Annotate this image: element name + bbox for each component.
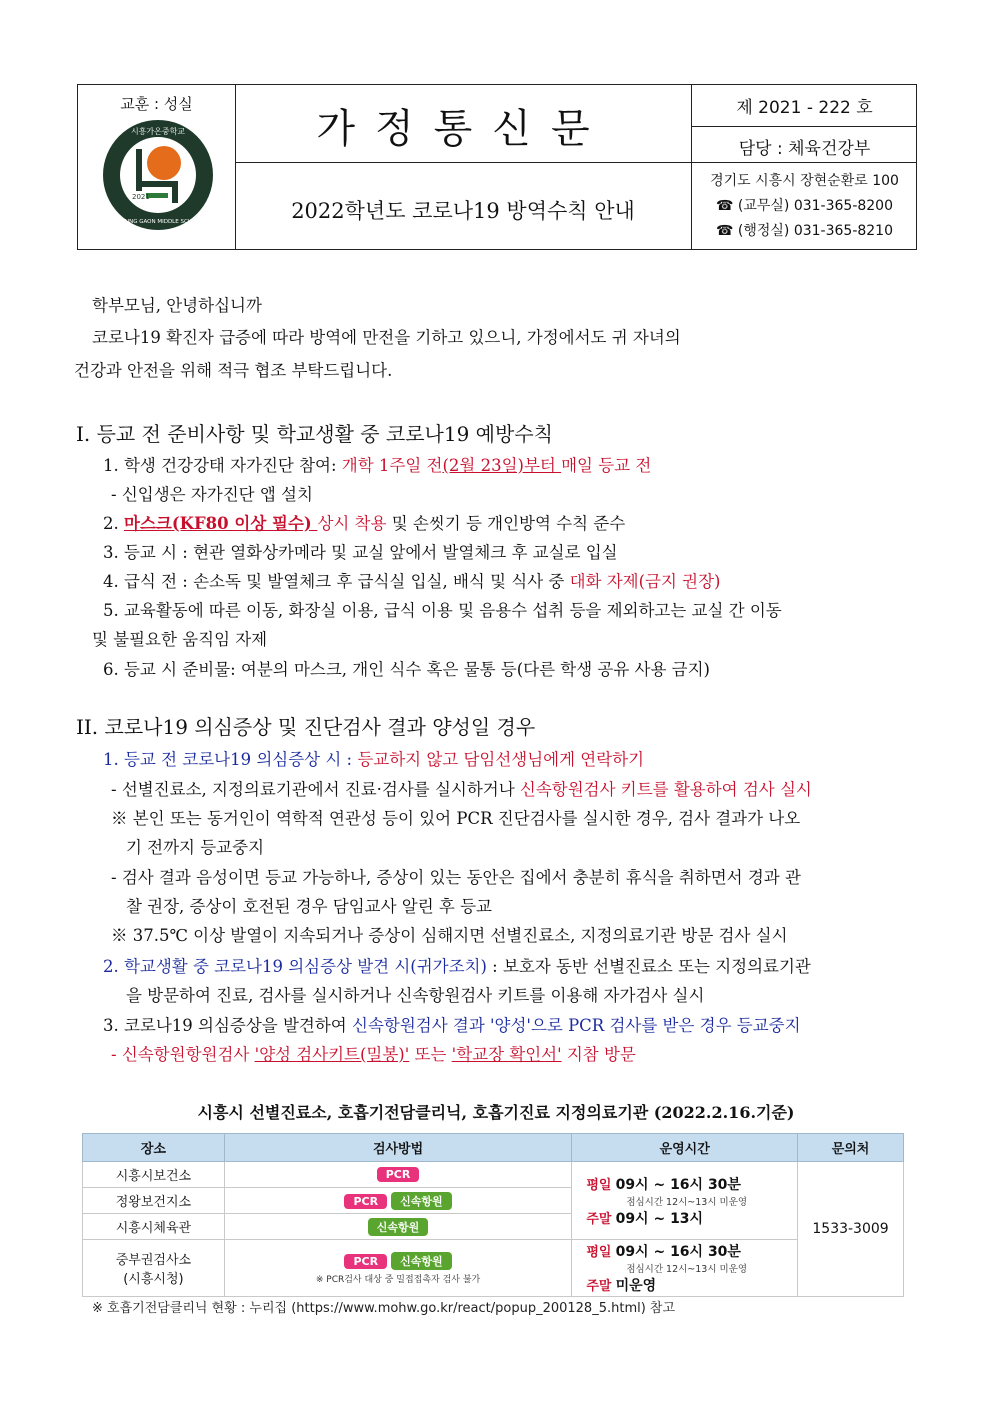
s2-sub-2-line-1: - 검사 결과 음성이면 등교 가능하나, 증상이 있는 동안은 집에서 충분히 휴식을 취하면서 경과 관 <box>111 868 801 887</box>
intro-line-2: 건강과 안전을 위해 적극 협조 부탁드립니다. <box>74 361 393 380</box>
s1-item-5-line-1: 5. 교육활동에 따른 이동, 화장실 이용, 급식 이용 및 음용수 섭취 등을 제외하고는 교실 간 이동 <box>103 601 782 620</box>
s2-item-2-line-2: 을 방문하여 진료, 검사를 실시하거나 신속항원검사 키트를 이용해 자가검사 실시 <box>126 986 705 1005</box>
s2-sub-2-line-2: 찰 권장, 증상이 호전된 경우 담임교사 알린 후 등교 <box>126 897 492 916</box>
doc-number: 제 2021 - 222 호 <box>736 98 873 118</box>
hours-cell: 평일 09시 ~ 16시 30분 점심시간 12시~13시 미운영 주말 미운영 <box>572 1240 798 1297</box>
col-header-place: 장소 <box>83 1134 225 1162</box>
header-table <box>77 84 917 250</box>
pcr-badge: PCR <box>377 1167 420 1182</box>
place-cell: 정왕보건지소 <box>83 1188 225 1214</box>
s2-note-2: ※ 37.5℃ 이상 발열이 지속되거나 증상이 심해지면 선별진료소, 지정의료기관 방문 검사 실시 <box>111 926 788 945</box>
method-cell <box>224 1188 572 1214</box>
col-header-contact: 문의처 <box>798 1134 904 1162</box>
s1-item-1: 1. 학생 건강강태 자가진단 참여: 개학 1주일 전(2월 23일)부터 매일 등교 전 <box>103 456 652 475</box>
hours-cell: 평일 09시 ~ 16시 30분 점심시간 12시~13시 미운영 주말 09시 ~ 13시 <box>572 1162 798 1240</box>
s2-sub-1: - 선별진료소, 지정의료기관에서 진료·검사를 실시하거나 신속항원검사 키트를 활용하여 검사 실시 <box>111 780 812 799</box>
table-footnote: ※ 호흡기전담클리닉 현황 : 누리집 (https://www.mohw.go.kr/react/popup_200128_5.html) 참고 <box>92 1301 676 1316</box>
method-note: ※ PCR검사 대상 중 밀접접촉자 검사 불가 <box>315 1274 481 1285</box>
doc-dept: 담당 : 체육건강부 <box>738 139 871 159</box>
s1-item-3: 3. 등교 시 : 현관 열화상카메라 및 교실 앞에서 발열체크 후 교실로 입실 <box>103 543 618 562</box>
school-logo <box>102 119 214 231</box>
table-header-row <box>83 1134 904 1162</box>
method-cell <box>224 1162 572 1188</box>
s1-item-4: 4. 급식 전 : 손소독 및 발열체크 후 급식실 입실, 배식 및 식사 중 대화 자제(금지 권장) <box>103 572 721 591</box>
contact-cell: 1533-3009 <box>798 1162 904 1297</box>
s2-sub-3: - 신속항원항원검사 '양성 검사키트(밀봉)' 또는 '학교장 확인서' 지참 방문 <box>111 1045 636 1064</box>
s2-note-1-line-1: ※ 본인 또는 동거인이 역학적 연관성 등이 있어 PCR 진단검사를 실시한 경우, 검사 결과가 나오 <box>111 809 801 828</box>
place-cell: 시흥시체육관 <box>83 1214 225 1240</box>
rat-badge: 신속항원 <box>391 1252 452 1270</box>
svg-text:시흥가온중학교: 시흥가온중학교 <box>130 127 186 136</box>
pcr-badge: PCR <box>344 1194 387 1209</box>
phone-admin: ☎ (행정실) 031-365-8210 <box>715 223 893 239</box>
place-cell: 시흥시보건소 <box>83 1162 225 1188</box>
pcr-badge: PCR <box>344 1254 387 1269</box>
col-header-hours: 운영시간 <box>572 1134 798 1162</box>
svg-text:2021: 2021 <box>132 193 150 201</box>
table-caption: 시흥시 선별진료소, 호흡기전담클리닉, 호흡기진료 지정의료기관 (2022.2.16.기준) <box>197 1103 795 1122</box>
section-1-heading: I. 등교 전 준비사항 및 학교생활 중 코로나19 예방수칙 <box>76 422 553 446</box>
school-motto: 교훈 : 성실 <box>120 95 193 113</box>
s2-item-3: 3. 코로나19 의심증상을 발견하여 신속항원검사 결과 '양성'으로 PCR 검사를 받은 경우 등교중지 <box>103 1016 801 1035</box>
place-cell: 중부권검사소 (시흥시청) <box>83 1240 225 1297</box>
page-subtitle: 2022학년도 코로나19 방역수칙 안내 <box>291 199 635 223</box>
method-cell <box>224 1214 572 1240</box>
greeting: 학부모님, 안녕하십니까 <box>92 296 262 315</box>
col-header-method: 검사방법 <box>224 1134 572 1162</box>
s1-item-2: 2. 마스크(KF80 이상 필수) 상시 착용 및 손씻기 등 개인방역 수칙 준수 <box>103 514 626 533</box>
clinic-table <box>82 1133 904 1297</box>
s2-item-1: 1. 등교 전 코로나19 의심증상 시 : 등교하지 않고 담임선생님에게 연락하기 <box>103 750 645 769</box>
address: 경기도 시흥시 장현순환로 100 <box>710 173 899 189</box>
rat-badge: 신속항원 <box>391 1192 452 1210</box>
contact-block <box>691 169 918 244</box>
rat-badge: 신속항원 <box>368 1218 429 1236</box>
method-cell <box>224 1240 572 1297</box>
s2-note-1-line-2: 기 전까지 등교중지 <box>126 838 265 857</box>
phone-office: ☎ (교무실) 031-365-8200 <box>715 198 893 214</box>
page-title: 가정통신문 <box>316 106 610 152</box>
svg-text:SIHEUNG GAON MIDDLE SCHOOL: SIHEUNG GAON MIDDLE SCHOOL <box>112 219 204 225</box>
s1-item-1-sub: - 신입생은 자가진단 앱 설치 <box>111 485 313 504</box>
section-2-heading: II. 코로나19 의심증상 및 진단검사 결과 양성일 경우 <box>76 715 536 739</box>
intro-line-1: 코로나19 확진자 급증에 따라 방역에 만전을 기하고 있으니, 가정에서도 귀 자녀의 <box>92 328 681 347</box>
table-row <box>83 1240 904 1297</box>
s1-item-5-line-2: 및 불필요한 움직임 자제 <box>92 630 268 649</box>
table-row <box>83 1162 904 1188</box>
s2-item-2: 2. 학교생활 중 코로나19 의심증상 발견 시(귀가조치) : 보호자 동반 선별진료소 또는 지정의료기관 <box>103 957 811 976</box>
s1-item-6: 6. 등교 시 준비물: 여분의 마스크, 개인 식수 혹은 물통 등(다른 학생 공유 사용 금지) <box>103 660 710 679</box>
